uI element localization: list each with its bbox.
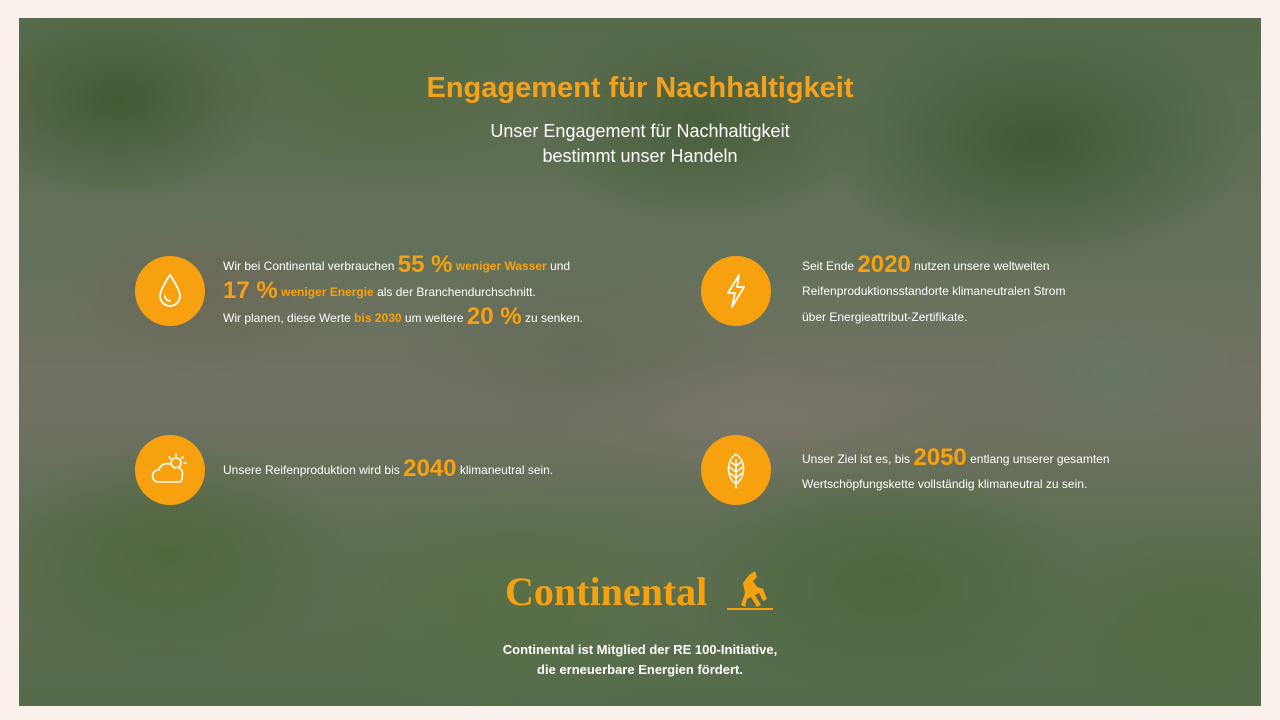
highlight-year-2030: bis 2030: [354, 311, 402, 325]
footer-line-1: Continental ist Mitglied der RE 100-Initiative,: [502, 642, 778, 657]
footer-line-2: die erneuerbare Energien fördert.: [537, 662, 743, 677]
stat-year-2050: 2050: [913, 444, 967, 471]
fact-chain-line-2: Wertschöpfungskette vollständig klimaneutral zu sein.: [802, 477, 1088, 491]
fact-power-line-2: Reifenproduktionsstandorte klimaneutralen Strom: [802, 284, 1066, 298]
continental-logo-mark: [505, 563, 775, 619]
fact-text: um weitere: [401, 311, 467, 325]
fact-text: zu senken.: [521, 311, 583, 325]
sun-cloud-icon: [135, 435, 205, 505]
fact-value-chain: [802, 445, 1110, 497]
subtitle-line-1: Unser Engagement für Nachhaltigkeit: [490, 121, 790, 141]
fact-text: nutzen unsere weltweiten: [910, 259, 1050, 273]
lightning-icon: [701, 256, 771, 326]
page-subtitle: [19, 119, 1261, 169]
fact-text: als der Branchendurchschnitt.: [373, 285, 536, 299]
fact-water-line-2: [223, 278, 583, 304]
fact-water-line-1: [223, 252, 583, 278]
highlight-water: weniger Wasser: [452, 259, 547, 273]
page-title: Engagement für Nachhaltigkeit: [426, 72, 854, 104]
footer-note: [19, 640, 1261, 680]
leaf-icon: [701, 435, 771, 505]
stat-energy-percent: 17 %: [223, 277, 278, 304]
logo-wordmark: Continental: [505, 569, 708, 614]
stat-water-percent: 55 %: [397, 251, 453, 278]
fact-text: Unsere Reifenproduktion wird bis: [223, 463, 404, 477]
fact-climate-line-1: [223, 456, 553, 482]
stat-reduction-percent: 20 %: [466, 303, 522, 330]
highlight-energy: weniger Energie: [277, 285, 374, 299]
fact-text: klimaneutral sein.: [456, 463, 554, 477]
fact-water-energy: [223, 252, 583, 330]
stat-year-2040: 2040: [403, 455, 457, 482]
fact-power-line-1: [802, 252, 1065, 278]
fact-water-line-3: [223, 304, 583, 330]
fact-power-line-3: über Energieattribut-Zertifikate.: [802, 310, 968, 324]
subtitle-line-2: bestimmt unser Handeln: [542, 146, 738, 166]
fact-text: Unser Ziel ist es, bis: [802, 452, 914, 466]
horse-icon: [727, 571, 773, 610]
fact-text: Wir planen, diese Werte: [223, 311, 355, 325]
fact-text: entlang unserer gesamten: [966, 452, 1110, 466]
fact-text: Wir bei Continental verbrauchen: [223, 259, 398, 273]
background-photo: [19, 18, 1261, 706]
fact-text: und: [546, 259, 571, 273]
continental-logo: [19, 563, 1261, 624]
stat-year-2020: 2020: [857, 251, 911, 278]
fact-green-power: [802, 252, 1065, 330]
fact-text: Seit Ende: [802, 259, 858, 273]
fact-climate-neutral-production: [223, 456, 553, 482]
fact-chain-line-1: [802, 445, 1110, 471]
water-drop-icon: [135, 256, 205, 326]
